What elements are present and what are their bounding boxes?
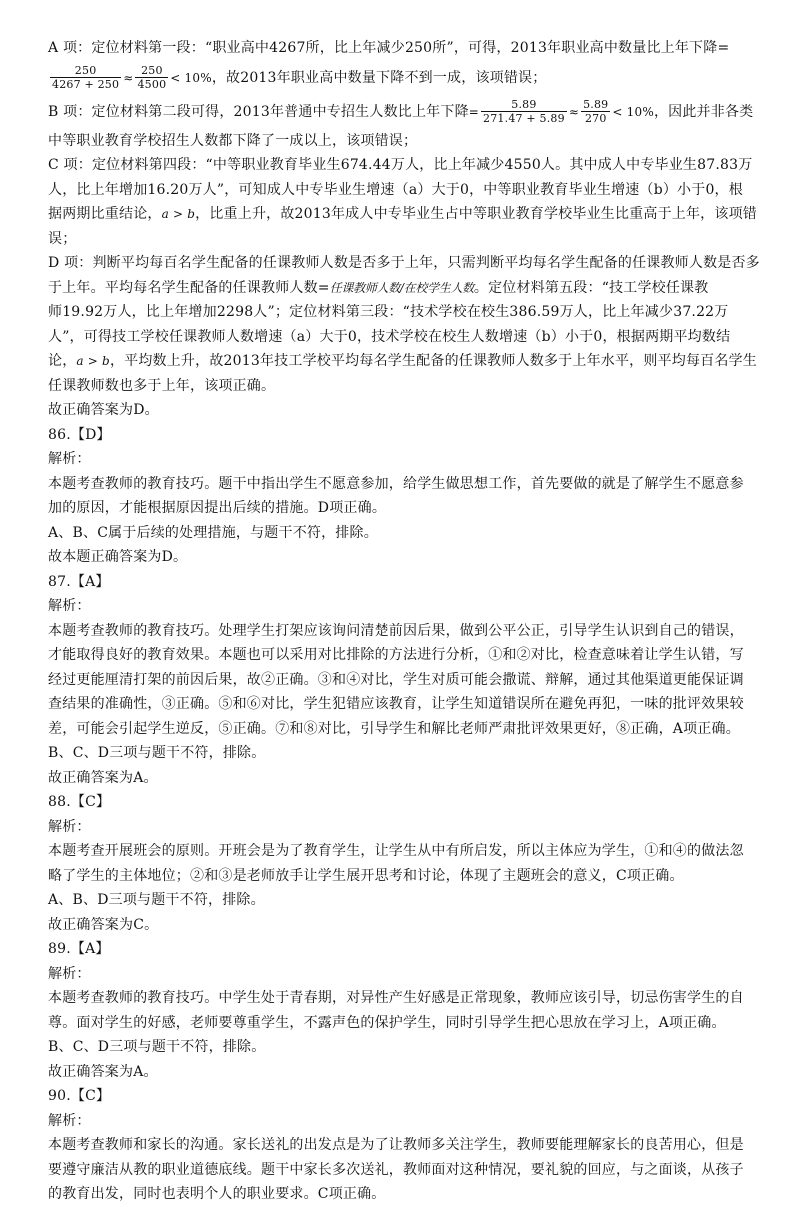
option-a-line-2: $\frac{250}{4267 + 250}$ ≈ $\frac{250}{4500}$ < 10%，故2013年职业高中数量下降不到一成，该项错误； (52, 64, 547, 91)
q88-text-1: 本题考查开展班会的原则。开班会是为了教育学生，让学生从中有所启发，所以主体应为学生，①和④的做法忽 (48, 843, 744, 859)
q90-text-2: 要遵守廉洁从教的职业道德底线。题干中家长多次送礼，教师面对这种情况，要礼貌的回应，与之面谈，从孩子 (48, 1161, 744, 1178)
option-d-line-3: 师19.92万人，比上年增加2298人”；定位材料第三段：“技术学校在校生386.59万人，比上年减少37.22万 (48, 304, 729, 320)
analysis-label: 解析： (48, 451, 91, 467)
question-number-90: 90.【C】 (48, 1088, 111, 1104)
answer-89: 故正确答案为A。 (48, 1063, 158, 1080)
fraction: $\frac{250}{4500}$ (137, 64, 167, 91)
analysis-label: 解析： (48, 1112, 91, 1129)
option-a-line-1: A 项：定位材料第一段：“职业高中4267所，比上年减少250所”，可得，2013年职业高中数量比上年下降= (48, 40, 730, 56)
analysis-label: 解析： (48, 818, 91, 835)
option-d-line-1: D 项：判断平均每百名学生配备的任课教师人数是否多于上年，只需判断平均每名学生配备的任课教师人数是否多 (48, 255, 760, 271)
q87-text-6: B、C、D三项与题干不符，排除。 (48, 745, 266, 761)
option-c-line-3: 据两期比重结论，a > b，比重上升，故2013年成人中专毕业生占中等职业教育学校毕业生比重高于上年，该项错 (48, 206, 757, 222)
q88-text-3: A、B、D三项与题干不符，排除。 (48, 892, 265, 908)
fraction: $\frac{5.89}{270}$ (583, 98, 609, 125)
q90-text-1: 本题考查教师和家长的沟通。家长送礼的出发点是为了让教师多关注学生，教师要能理解家长的良苦用心，但是 (48, 1137, 744, 1153)
document-page (48, 36, 760, 1207)
option-d-line-6: 任课教师数也多于上年，该项正确。 (48, 377, 276, 394)
q89-text-2: 尊。面对学生的好感，老师要尊重学生，不露声色的保护学生，同时引导学生把心思放在学习上，A项正确。 (48, 1014, 726, 1031)
question-number-86: 86.【D】 (48, 426, 111, 443)
q86-text-2: 加的原因，才能根据原因提出后续的措施。D项正确。 (48, 500, 387, 516)
q89-text-1: 本题考查教师的教育技巧。中学生处于青春期，对异性产生好感是正常现象，教师应该引导，切忌伤害学生的自 (48, 990, 744, 1006)
q87-text-3: 经过更能厘清打架的前因后果，故②正确。③和④对比，学生对质可能会撒谎、辩解，通过其他渠道更能保证调 (48, 671, 744, 688)
q87-text-2: 才能取得良好的教育效果。本题也可以采用对比排除的方法进行分析，①和②对比，检查意味着让学生认错，写 (48, 647, 744, 663)
q89-text-3: B、C、D三项与题干不符，排除。 (48, 1039, 266, 1055)
option-c-line-2: 人，比上年增加16.20万人”，可知成人中专毕业生增速（a）大于0，中等职业教育毕业生增速（b）小于0，根 (48, 181, 743, 198)
q86-text-3: A、B、C属于后续的处理措施，与题干不符，排除。 (48, 524, 378, 541)
question-number-87: 87.【A】 (48, 573, 110, 590)
option-d-line-2: 于上年。平均每名学生配备的任课教师人数=任课教师人数/在校学生人数。定位材料第五段：“技工学校任课教 (48, 279, 709, 296)
answer-85: 故正确答案为D。 (48, 402, 159, 418)
q86-text-1: 本题考查教师的教育技巧。题干中指出学生不愿意参加，给学生做思想工作，首先要做的就是了解学生不愿意参 (48, 475, 744, 492)
option-d-line-4: 人”，可得技工学校任课教师人数增速（a）大于0，技术学校在校生人数增速（b）小于0，根据两期平均数结 (48, 328, 731, 345)
q87-text-1: 本题考查教师的教育技巧。处理学生打架应该询问清楚前因后果，做到公平公正，引导学生认识到自己的错误， (48, 622, 744, 639)
option-b-line-2: 中等职业教育学校招生人数都下降了一成以上，该项错误； (48, 132, 418, 149)
q87-text-4: 查结果的准确性，③正确。⑤和⑥对比，学生犯错应该教育，让学生知道错误所在避免再犯，一味的批评效果较 (48, 696, 744, 712)
answer-86: 故本题正确答案为D。 (48, 549, 188, 565)
handwritten-formula: 任课教师人数/在校学生人数 (329, 280, 474, 295)
fraction: $\frac{5.89}{271.47 + 5.89}$ (483, 98, 565, 125)
question-number-89: 89.【A】 (48, 941, 110, 957)
option-b-line-1: B 项：定位材料第二段可得，2013年普通中专招生人数比上年下降= $\frac{5.89}{271.47 + 5.89}$ ≈ $\frac{5.89}{270}$ < 10%，因此并非各类 (48, 98, 754, 125)
option-d-line-5: 论，a > b，平均数上升，故2013年技工学校平均每名学生配备的任课教师人数多于上年水平，则平均每百名学生 (48, 353, 757, 369)
analysis-label: 解析： (48, 965, 91, 982)
q88-text-2: 略了学生的主体地位；②和③是老师放手让学生展开思考和讨论，体现了主题班会的意义，C项正确。 (48, 867, 684, 884)
q87-text-5: 差，可能会引起学生逆反，⑤正确。⑦和⑧对比，引导学生和解比老师严肃批评效果更好，⑧正确，A项正确。 (48, 720, 740, 737)
option-c-line-1: C 项：定位材料第四段：“中等职业教育毕业生674.44万人，比上年减少4550人。其中成人中专毕业生87.83万 (48, 157, 753, 173)
option-c-line-4: 误； (48, 230, 77, 247)
q90-text-3: 的教育出发，同时也表明个人的职业要求。C项正确。 (48, 1186, 386, 1202)
fraction: $\frac{250}{4267 + 250}$ (52, 64, 120, 91)
analysis-label: 解析： (48, 598, 91, 614)
question-number-88: 88.【C】 (48, 794, 111, 810)
answer-87: 故正确答案为A。 (48, 769, 158, 786)
answer-88: 故正确答案为C。 (48, 916, 159, 933)
